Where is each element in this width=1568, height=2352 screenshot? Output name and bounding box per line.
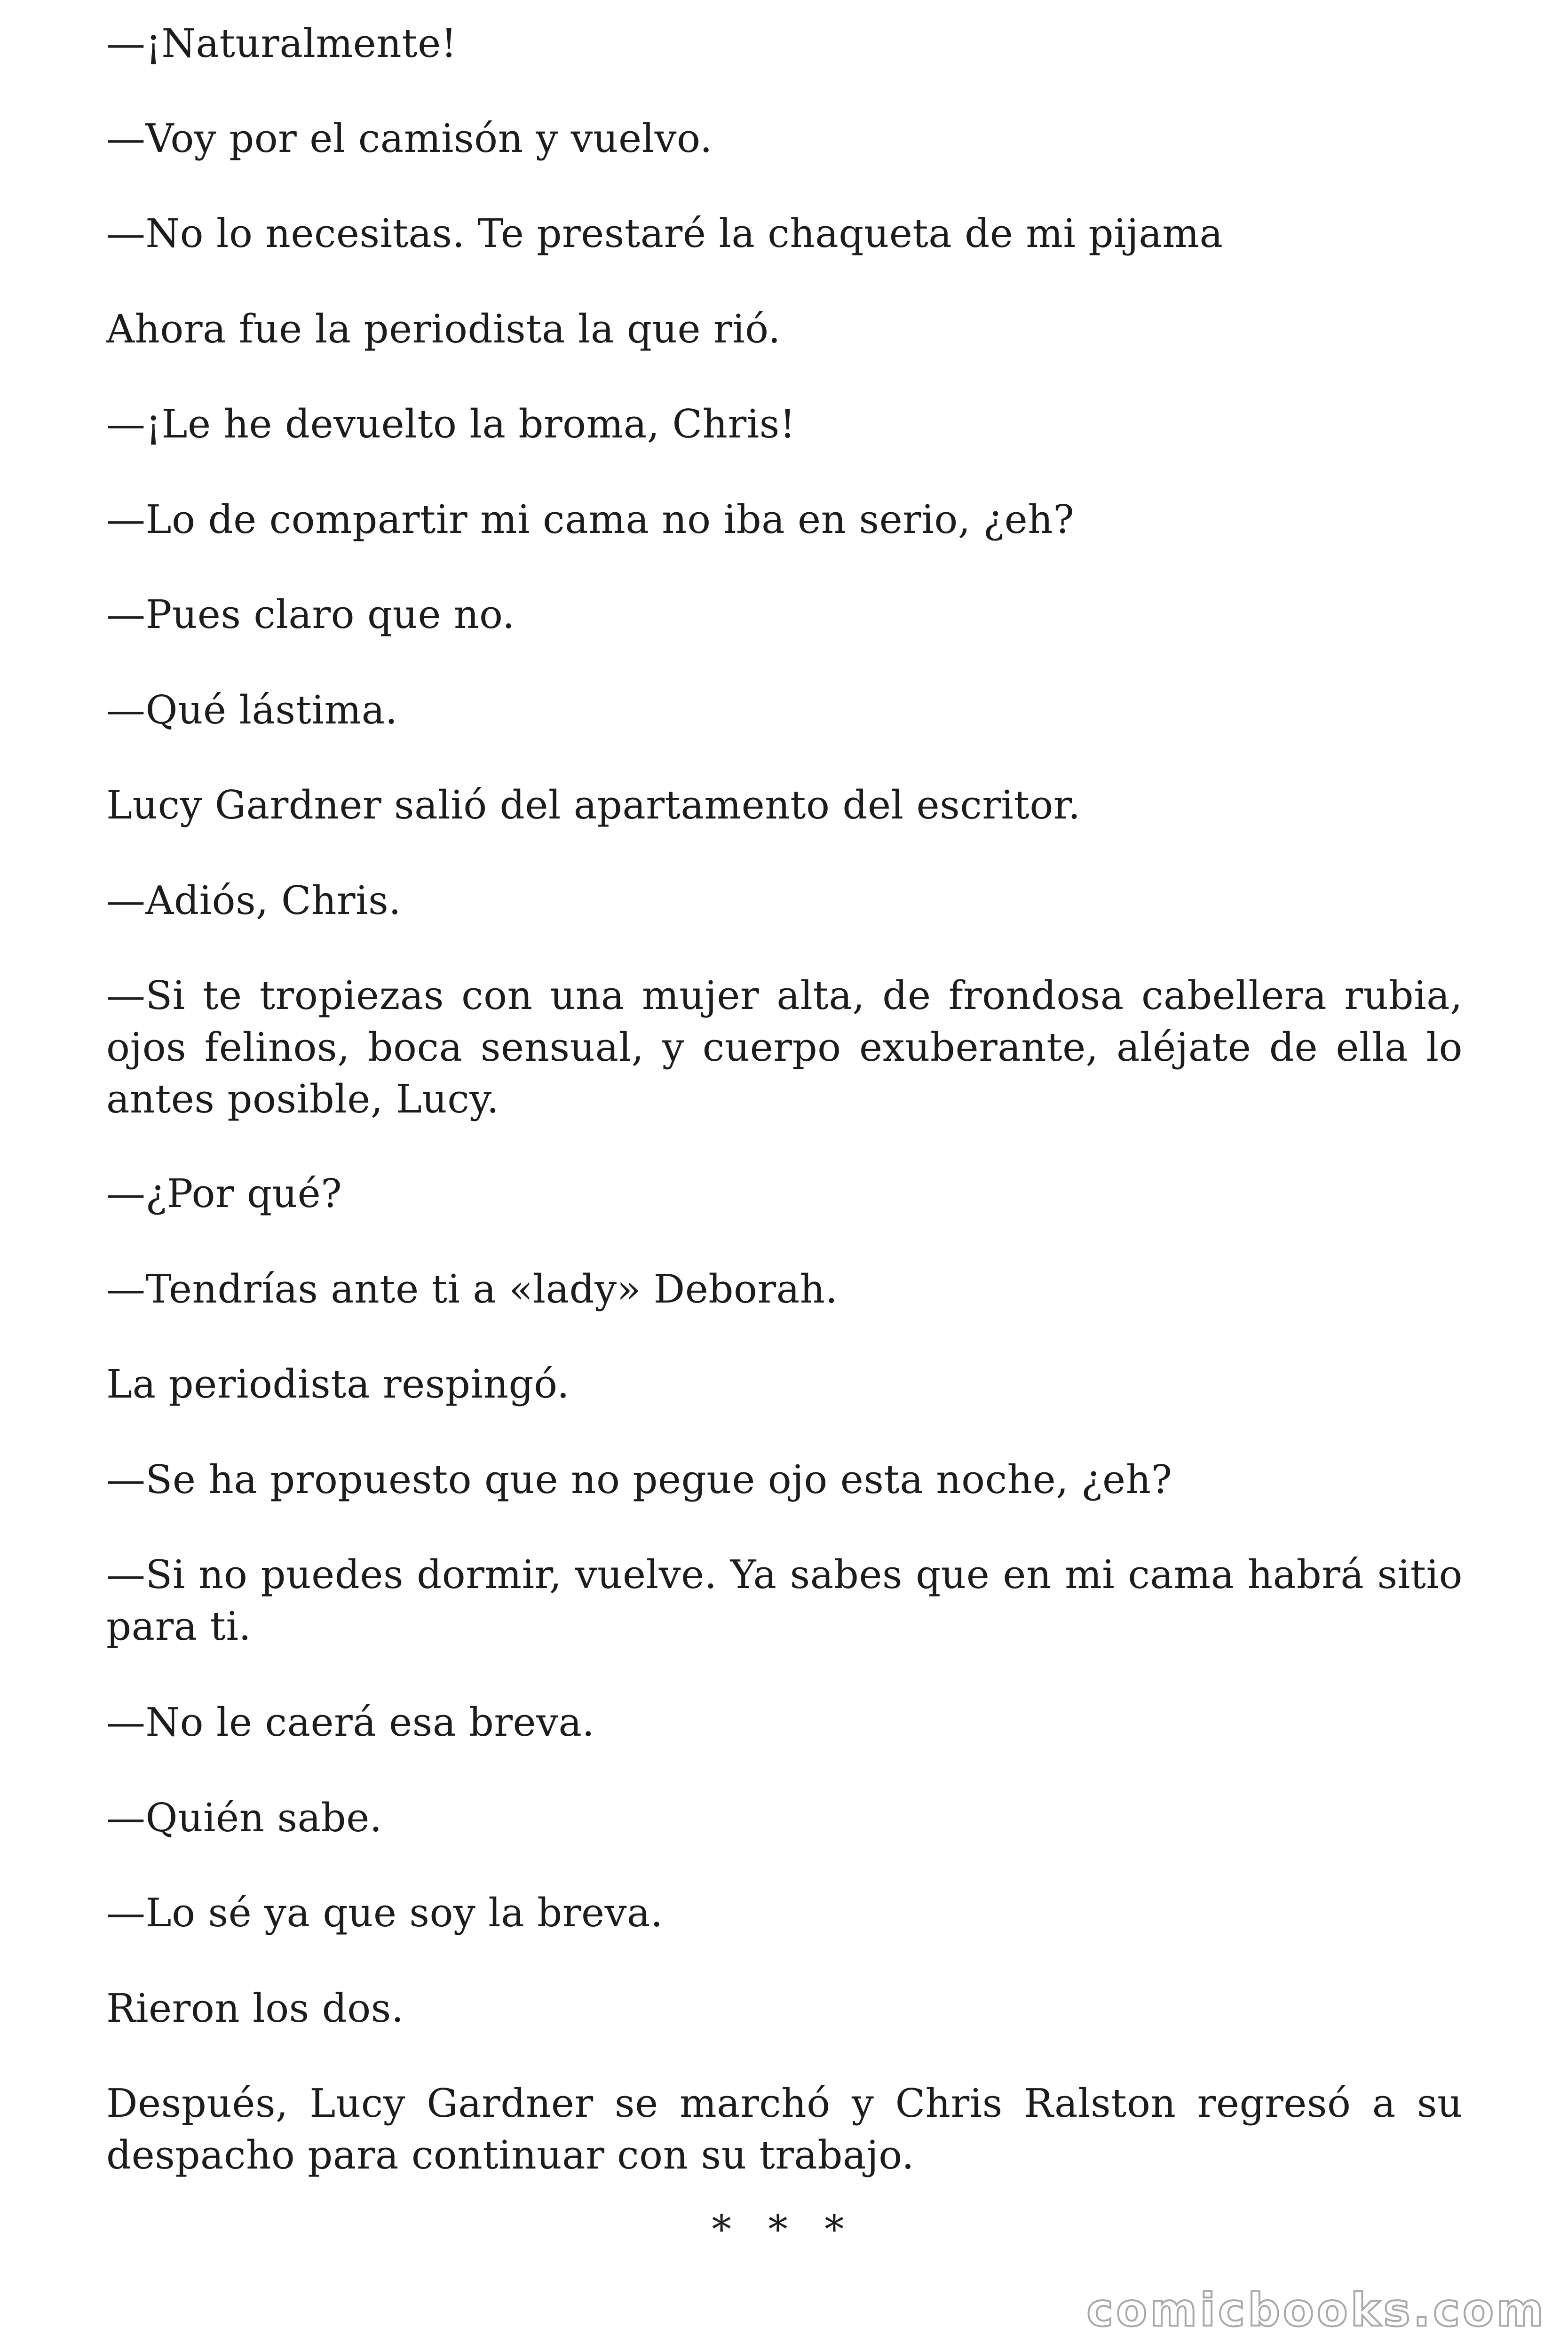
- paragraph: —¡Le he devuelto la broma, Chris!: [106, 401, 796, 447]
- paragraph: —Tendrías ante ti a «lady» Deborah.: [106, 1266, 838, 1312]
- watermark-logo: comicbooks.com: [1086, 2284, 1546, 2336]
- paragraph: —Lo de compartir mi cama no iba en serio, ¿eh?: [106, 497, 1075, 542]
- section-break: * * *: [712, 2207, 856, 2252]
- paragraph: —Pues claro que no.: [106, 592, 515, 637]
- paragraph: La periodista respingó.: [106, 1361, 570, 1407]
- paragraph: —No le caerá esa breva.: [106, 1700, 595, 1745]
- paragraph: Ahora fue la periodista la que rió.: [106, 306, 781, 352]
- paragraph: —Voy por el camisón y vuelvo.: [106, 116, 713, 161]
- paragraph: —Si te tropiezas con una mujer alta, de frondosa cabellera rubia, ojos felinos, boca sensual, y cuerpo exuberante, aléjate de ella lo antes posible, Lucy.: [106, 973, 1463, 1122]
- paragraph: —Adiós, Chris.: [106, 878, 402, 923]
- paragraph: —¿Por qué?: [106, 1171, 342, 1216]
- paragraph: Rieron los dos.: [106, 1986, 404, 2031]
- paragraph: —Si no puedes dormir, vuelve. Ya sabes que en mi cama habrá sitio para ti.: [106, 1552, 1463, 1649]
- paragraph: —Quién sabe.: [106, 1795, 382, 1841]
- paragraph: —Se ha propuesto que no pegue ojo esta noche, ¿eh?: [106, 1457, 1172, 1502]
- paragraph: —Qué lástima.: [106, 687, 398, 733]
- paragraph: —No lo necesitas. Te prestaré la chaqueta de mi pijama: [106, 211, 1223, 256]
- paragraph: —¡Naturalmente!: [106, 21, 457, 66]
- paragraph: Después, Lucy Gardner se marchó y Chris Ralston regresó a su despacho para continuar con su trabajo.: [106, 2081, 1463, 2178]
- paragraph: Lucy Gardner salió del apartamento del escritor.: [106, 782, 1081, 828]
- paragraph: —Lo sé ya que soy la breva.: [106, 1890, 663, 1936]
